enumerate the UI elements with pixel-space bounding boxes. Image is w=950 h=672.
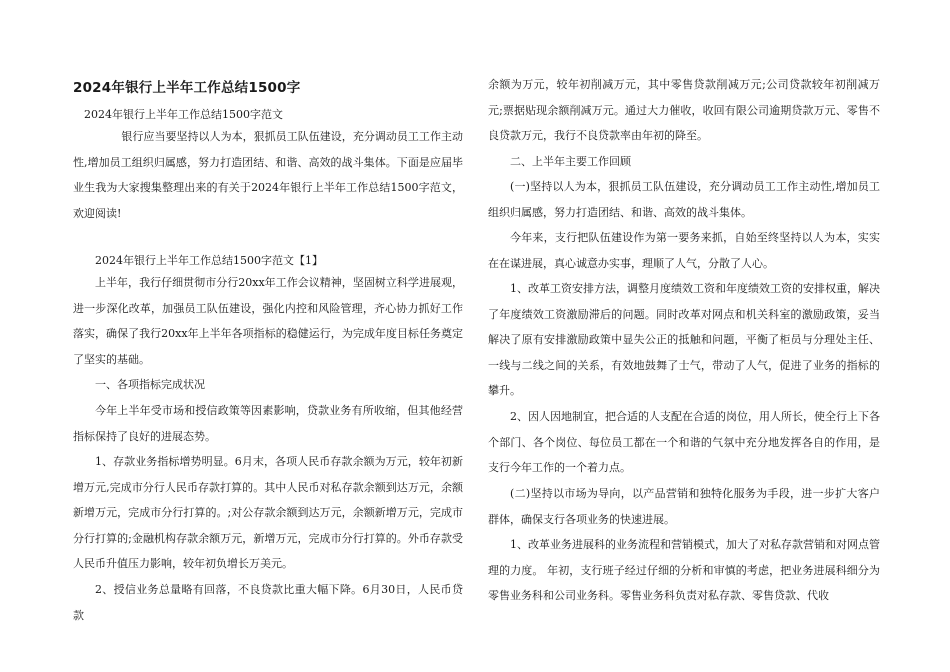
intro-paragraph: 银行应当要坚持以人为本，狠抓员工队伍建设，充分调动员工工作主动性,增加员工组织归属感，努力打造团结、和谐、高效的战斗集体。下面是应届毕业生我为大家搜集整理出来的有关于2024年银行上半年工作总结1500字范文，欢迎阅读!	[73, 130, 463, 220]
right-paragraph: 1、改革业务进展科的业务流程和营销模式，加大了对私存款营销和对网点管理的力度。 年初，支行班子经过仔细的分析和审慎的考虑，把业务进展科细分为零售业务科和公司业务科。零售业务科负责对私存款、零售贷款、代收	[488, 538, 880, 603]
left-paragraph: 2、授信业务总量略有回落，不良贷款比重大幅下降。6月30日，人民币贷款	[73, 583, 463, 622]
left-paragraph: 上半年，我行仔细贯彻市分行20xx年工作会议精神，坚固树立科学进展观，进一步深化改革，加强员工队伍建设，强化内控和风险管理，齐心协力抓好工作落实，确保了我行20xx年上半年各项指标的稳健运行，为完成年度目标任务奠定了坚实的基础。	[73, 276, 463, 366]
document-subtitle: 2024年银行上半年工作总结1500字范文	[84, 108, 283, 121]
document-title: 2024年银行上半年工作总结1500字	[73, 80, 301, 96]
left-heading-1: 一、各项指标完成状况	[95, 378, 205, 391]
section-heading: 2024年银行上半年工作总结1500字范文【1】	[95, 254, 323, 267]
right-heading-2: 二、上半年主要工作回顾	[510, 155, 631, 168]
right-paragraph: 余额为万元，较年初削减万元，其中零售贷款削减万元;公司贷款较年初削减万元;票据贴现余额削减万元。通过大力催收，收回有限公司逾期贷款万元、零售不良贷款万元，我行不良贷款率由年初的降至。	[488, 78, 880, 143]
right-paragraph: (二)坚持以市场为导向，以产品营销和独特化服务为手段，进一步扩大客户群体，确保支行各项业务的快速进展。	[488, 487, 880, 526]
left-paragraph: 1、存款业务指标增势明显。6月末，各项人民币存款余额为万元，较年初新增万元,完成市分行人民币存款打算的。其中人民币对私存款余额到达万元，余额新增万元，完成市分行打算的。;对公存款余额到达万元，余额新增万元，完成市分行打算的;金融机构存款余额万元，新增万元，完成市分行打算的。外币存款受人民币升值压力影响，较年初负增长万美元。	[73, 455, 463, 571]
right-paragraph: 1、改革工资安排方法，调整月度绩效工资和年度绩效工资的安排权重，解决了年度绩效工资激励滞后的问题。同时改革对网点和机关科室的激励政策，妥当解决了原有安排激励政策中显失公正的抵触和问题，平衡了柜员与分理处主任、一线与二线之间的关系，有效地鼓舞了士气，带动了人气，促进了业务的指标的攀升。	[488, 282, 880, 398]
right-paragraph: 今年来，支行把队伍建设作为第一要务来抓，自始至终坚持以人为本，实实在在谋进展，真心诚意办实事，理顺了人气，分散了人心。	[488, 231, 880, 270]
left-paragraph: 今年上半年受市场和授信政策等因素影响，贷款业务有所收缩，但其他经营指标保持了良好的进展态势。	[73, 404, 463, 443]
right-paragraph: 2、因人因地制宜，把合适的人支配在合适的岗位，用人所长，使全行上下各个部门、各个岗位、每位员工都在一个和谐的气氛中充分地发挥各自的作用，是支行今年工作的一个着力点。	[488, 410, 880, 475]
right-paragraph: (一)坚持以人为本，狠抓员工队伍建设，充分调动员工工作主动性,增加员工组织归属感，努力打造团结、和谐、高效的战斗集体。	[488, 180, 880, 219]
